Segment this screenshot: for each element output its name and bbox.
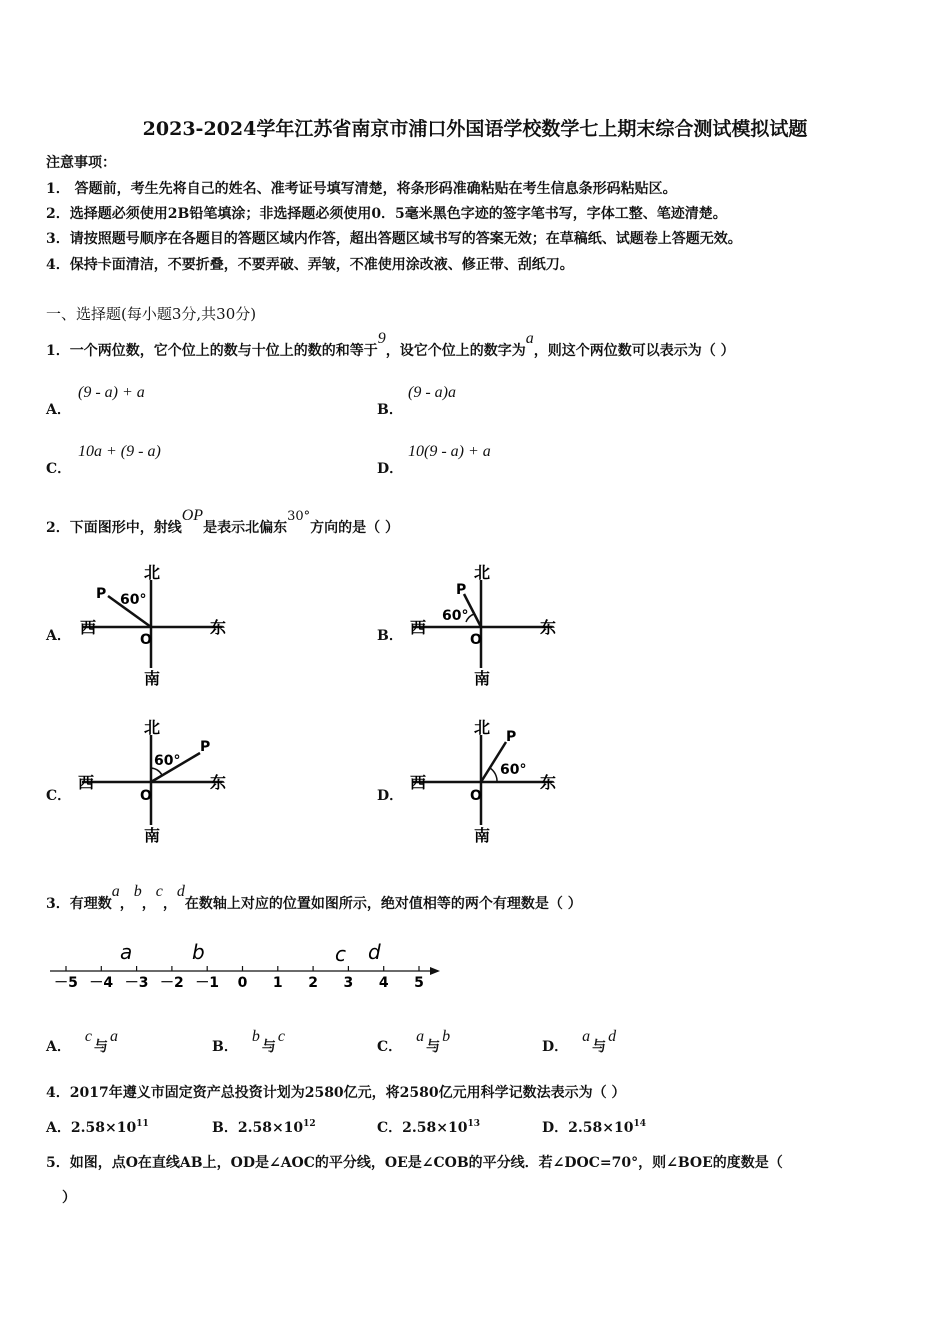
q3-option-var: c <box>84 1028 92 1045</box>
axis-var-b: b <box>192 940 205 964</box>
number-line-tick-label: －4 <box>89 975 114 991</box>
question-5-text-cont: ） <box>62 1190 76 1206</box>
question-5-text: 5．如图，点O在直线AB上，OD是∠AOC的平分线，OE是∠COB的平分线．若∠DOC=70°，则∠BOE的度数是（ <box>46 1155 783 1171</box>
section-heading: 一、选择题(每小题3分,共30分) <box>46 305 257 323</box>
page-title: 2023-2024学年江苏省南京市浦口外国语学校数学七上期末综合测试模拟试题 <box>142 118 808 140</box>
number-line <box>44 935 454 995</box>
q3-option-var: d <box>608 1028 617 1045</box>
q1-part: ，则这个两位数可以表示为（ ） <box>533 343 735 359</box>
q3-option-var: a <box>582 1028 591 1045</box>
south-label: 南 <box>144 669 161 688</box>
q2-option-label: C． <box>46 788 72 804</box>
q4-option-label: A． <box>46 1120 71 1136</box>
q3-part: 在数轴上对应的位置如图所示，绝对值相等的两个有理数是（ ） <box>184 896 582 912</box>
q3-option-label: A． <box>46 1039 71 1055</box>
q3-part: 3．有理数 <box>46 896 112 912</box>
north-label: 北 <box>474 563 491 582</box>
axis-var-a: a <box>120 940 133 964</box>
q1-math-a: a <box>525 330 534 347</box>
number-line-tick-label: －5 <box>54 975 78 991</box>
q2-option-label: A． <box>46 628 71 644</box>
compass-figure-d <box>402 715 572 845</box>
q2-math-op: OP <box>181 507 204 524</box>
angle-label: 60° <box>500 762 527 778</box>
compass-figure-c <box>72 715 242 845</box>
q1-option-expr: (9 - a)a <box>408 384 456 401</box>
q3-option-a <box>46 1028 118 1056</box>
q3-option-var: a <box>109 1028 118 1045</box>
west-label: 西 <box>410 618 427 637</box>
number-line-tick-label: 3 <box>343 975 354 991</box>
notice-item: 4．保持卡面清洁，不要折叠，不要弄破、弄皱，不准使用涂改液、修正带、刮纸刀。 <box>46 257 574 273</box>
q1-part: 1．一个两位数，它个位上的数与十位上的数的和等于 <box>46 343 378 359</box>
q3-option-yu: 与 <box>426 1039 441 1055</box>
q4-option-c <box>377 1117 480 1137</box>
south-label: 南 <box>474 669 491 688</box>
q3-option-label: D． <box>542 1039 569 1055</box>
axis-var-c: c <box>335 942 346 966</box>
number-line-tick-label: 4 <box>378 975 389 991</box>
origin-label: O <box>470 788 482 804</box>
angle-label: 60° <box>120 592 147 608</box>
q3-option-var: b <box>251 1028 260 1045</box>
notice-item: 2．选择题必须使用2B铅笔填涂；非选择题必须使用0．5毫米黑色字迹的签字笔书写，字体工整、笔迹清楚。 <box>46 206 727 222</box>
question-1-text <box>46 330 735 360</box>
number-line-tick-label: －2 <box>160 975 184 991</box>
north-label: 北 <box>144 563 161 582</box>
q1-option-label: D． <box>377 461 404 477</box>
origin-label: O <box>470 632 482 648</box>
q3-var: c <box>155 883 163 900</box>
q4-option-exp: 14 <box>633 1119 646 1129</box>
angle-label: 60° <box>442 608 469 624</box>
origin-label: O <box>140 632 152 648</box>
q4-option-label: B． <box>212 1120 238 1136</box>
q4-option-a <box>46 1117 149 1137</box>
q3-option-d <box>542 1028 617 1056</box>
q1-math-9: 9 <box>377 330 386 347</box>
origin-label: O <box>140 788 152 804</box>
q3-option-yu: 与 <box>93 1039 108 1055</box>
q2-math-30: 30° <box>287 509 311 524</box>
q2-part: 方向的是（ ） <box>310 520 399 536</box>
q4-option-b <box>212 1117 316 1137</box>
q3-option-yu: 与 <box>592 1039 607 1055</box>
angle-label: 60° <box>154 753 181 769</box>
q1-option-expr: (9 - a) + a <box>78 384 145 401</box>
compass-figure-a <box>72 558 242 688</box>
question-3-text <box>46 883 582 913</box>
south-label: 南 <box>144 826 161 845</box>
q3-option-b <box>212 1028 285 1056</box>
north-label: 北 <box>474 718 491 737</box>
point-label: P <box>200 739 211 755</box>
q2-option-label: D． <box>377 788 404 804</box>
q4-option-base: 2.58×10 <box>70 1120 137 1136</box>
q3-var: a <box>111 883 120 900</box>
q4-option-d <box>542 1117 646 1137</box>
q1-option-label: B． <box>377 402 403 418</box>
east-label: 东 <box>210 618 227 637</box>
notice-item: 3．请按照题号顺序在各题目的答题区域内作答，超出答题区域书写的答案无效；在草稿纸、试题卷上答题无效。 <box>46 231 742 247</box>
west-label: 西 <box>78 773 95 792</box>
east-label: 东 <box>210 773 227 792</box>
question-4-text: 4．2017年遵义市固定资产总投资计划为2580亿元，将2580亿元用科学记数法表示为（ ） <box>46 1085 626 1101</box>
south-label: 南 <box>474 826 491 845</box>
axis-var-d: d <box>368 940 381 964</box>
q4-option-exp: 12 <box>303 1119 316 1129</box>
q3-option-yu: 与 <box>261 1039 276 1055</box>
q3-option-label: B． <box>212 1039 238 1055</box>
number-line-tick-label: 0 <box>237 975 248 991</box>
q3-option-label: C． <box>377 1039 403 1055</box>
q3-sep: ， <box>141 896 156 912</box>
q4-option-label: D． <box>542 1120 569 1136</box>
q3-sep: ， <box>119 896 134 912</box>
number-line-tick-label: －1 <box>195 975 220 991</box>
point-label: P <box>506 729 517 745</box>
q3-sep: ， <box>162 896 177 912</box>
number-line-tick-label: 2 <box>308 975 318 991</box>
q4-option-base: 2.58×10 <box>568 1120 634 1136</box>
q2-option-label: B． <box>377 628 403 644</box>
q4-option-exp: 13 <box>467 1119 480 1129</box>
q3-var: d <box>176 883 185 900</box>
q1-option-label: A． <box>46 402 71 418</box>
q1-option-expr: 10(9 - a) + a <box>408 443 491 460</box>
q3-option-var: c <box>277 1028 285 1045</box>
q2-part: 2．下面图形中，射线 <box>46 520 182 536</box>
q1-option-label: C． <box>46 461 72 477</box>
number-line-ticks <box>54 966 424 991</box>
notice-item: 1． 答题前，考生先将自己的姓名、准考证号填写清楚，将条形码准确粘贴在考生信息条形码粘贴区。 <box>46 181 677 197</box>
west-label: 西 <box>80 618 97 637</box>
point-label: P <box>96 586 107 602</box>
east-label: 东 <box>540 618 557 637</box>
q4-option-base: 2.58×10 <box>237 1120 304 1136</box>
q1-option-expr: 10a + (9 - a) <box>78 443 161 460</box>
number-line-tick-label: －3 <box>124 975 149 991</box>
q2-part: 是表示北偏东 <box>203 520 288 536</box>
point-label: P <box>456 582 467 598</box>
west-label: 西 <box>410 773 427 792</box>
q3-var: b <box>133 883 142 900</box>
q3-option-var: a <box>416 1028 425 1045</box>
compass-figure-b <box>402 558 572 688</box>
q3-option-var: b <box>442 1028 451 1045</box>
q3-option-c <box>377 1028 451 1056</box>
notice-heading: 注意事项： <box>46 155 116 171</box>
q4-option-base: 2.58×10 <box>402 1120 468 1136</box>
number-line-tick-label: 5 <box>414 975 424 991</box>
question-2-text <box>46 507 399 537</box>
number-line-tick-label: 1 <box>272 975 283 991</box>
q1-part: ，设它个位上的数字为 <box>385 343 526 359</box>
q4-option-exp: 11 <box>136 1119 149 1129</box>
north-label: 北 <box>144 718 161 737</box>
east-label: 东 <box>540 773 557 792</box>
q4-option-label: C． <box>377 1120 403 1136</box>
